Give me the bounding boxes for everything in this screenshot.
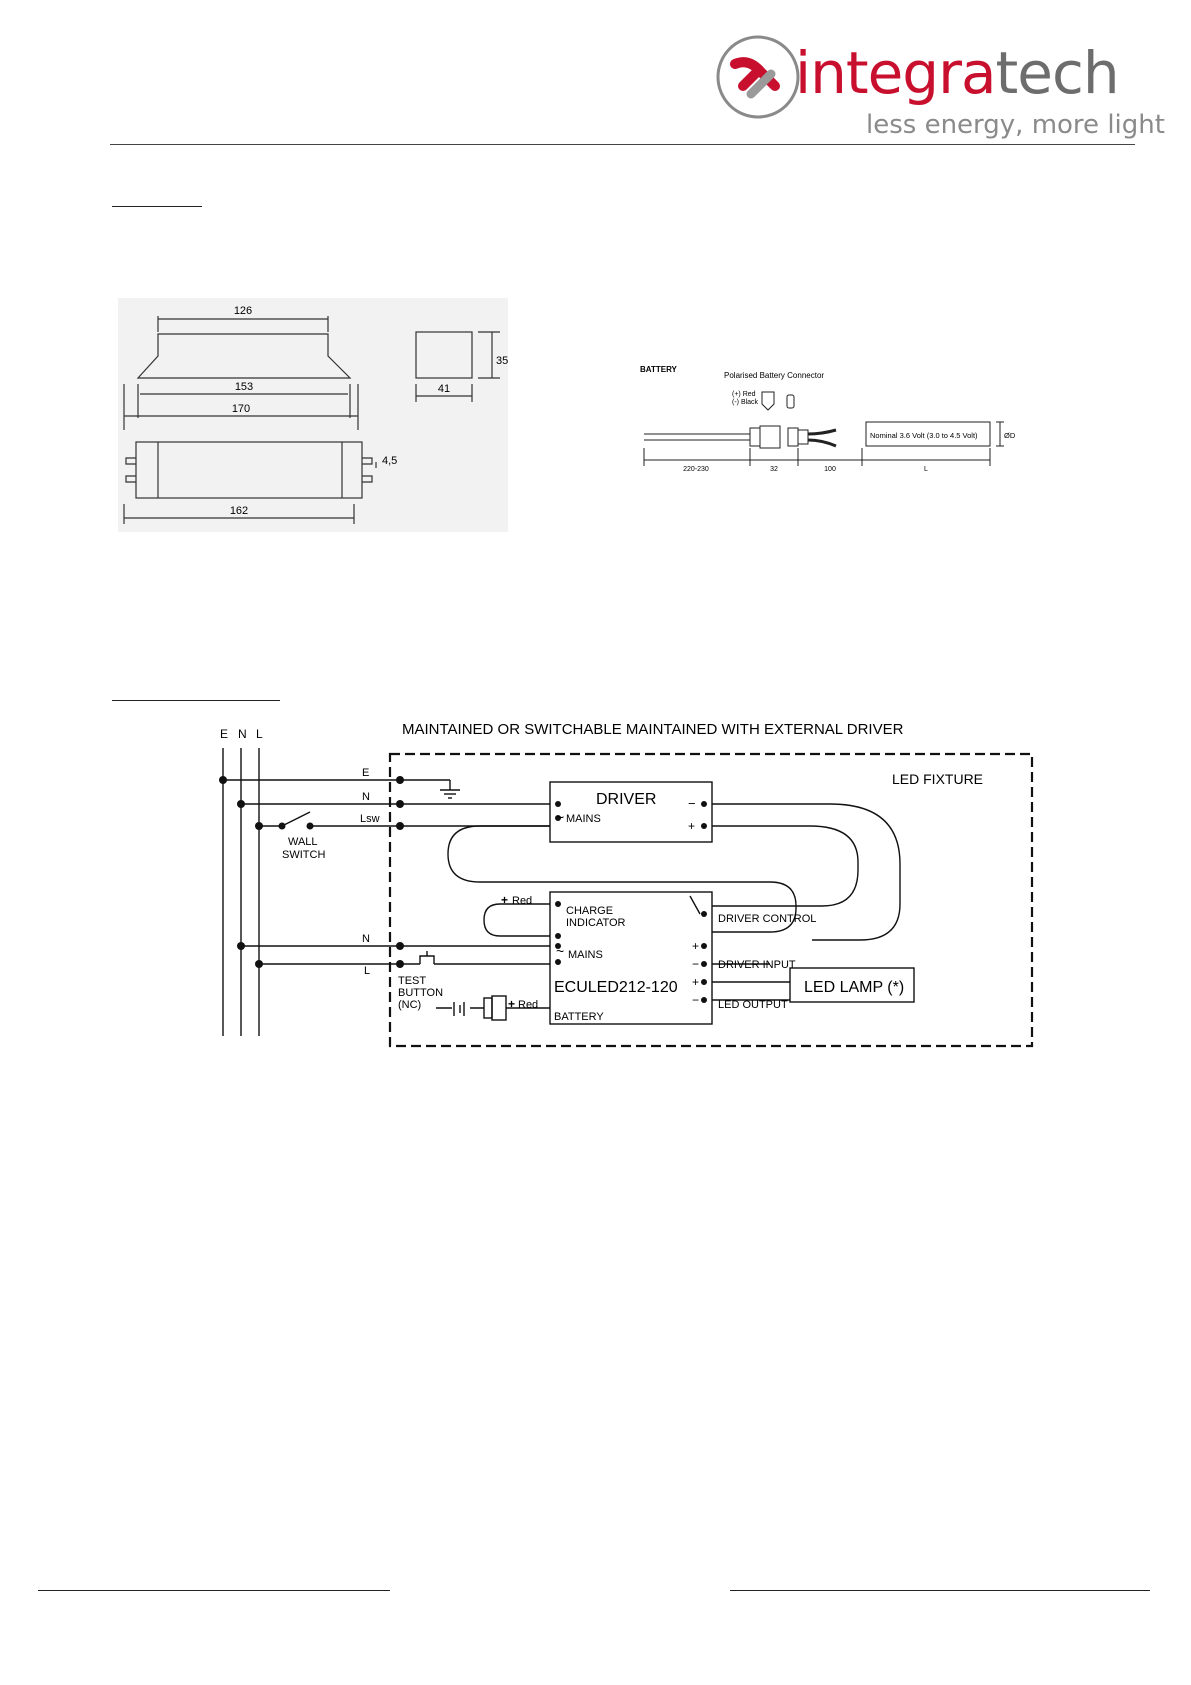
battery-drawing [640,360,1020,472]
term-e-label: E [362,767,370,779]
test-button-label-1: TEST [398,975,427,987]
brand-name [795,38,1119,108]
battery-connector-label: Polarised Battery Connector [724,371,825,380]
dim-top-width: 126 [233,305,253,317]
term-l2-label: L [364,965,371,977]
led-output-label: LED OUTPUT [718,999,788,1011]
unit-name: ECULED212-120 [554,979,678,996]
dim-depth: 41 [437,383,451,395]
driver-plus: + [688,819,696,833]
driver-title: DRIVER [596,791,657,808]
battery-pos-label: (+) Red [732,391,756,398]
input-minus: − [692,957,700,971]
battery-plus: + [508,997,516,1011]
input-plus: + [692,939,700,953]
driver-mains-label: MAINS [566,813,601,825]
battery-dim-4: L [924,466,928,472]
wiring-diagram [210,718,1040,1054]
term-n2-label: N [362,933,370,945]
wall-switch-label-1: WALL [288,836,318,848]
driver-tilde: ~ [556,809,565,825]
battery-title: BATTERY [640,365,677,374]
brand-tagline: less energy, more light [866,110,1165,140]
battery-dim-1: 220-230 [683,466,709,472]
wiring-title: MAINTAINED OR SWITCHABLE MAINTAINED WITH EXTERNAL DRIVER [402,721,904,738]
output-plus: + [692,975,700,989]
footer-rule-right [730,1590,1150,1591]
driver-control-label: DRIVER CONTROL [718,913,817,925]
dim-slot: 4,5 [382,455,398,467]
battery-dia-label: ØD [1004,431,1016,440]
term-lsw-label: Lsw [360,813,380,825]
brand-name-grey: tech [995,39,1119,107]
housing-dimension-drawing [118,298,508,532]
led-lamp-label: LED LAMP (*) [804,979,905,996]
battery-dim-3: 100 [824,466,836,472]
term-n-label: N [362,791,370,803]
charge-red-label: Red [512,895,533,907]
charge-label-1: CHARGE [566,905,614,917]
footer-rule-left [38,1590,390,1591]
supply-e-label: E [220,727,229,741]
supply-l-label: L [256,727,263,741]
integratech-logo-icon [715,34,801,120]
battery-neg-label: (-) Black [732,399,759,406]
wall-switch-label-2: SWITCH [282,849,326,861]
unit-tilde: ~ [556,943,565,959]
battery-dim-2: 32 [770,466,778,472]
dim-height: 35 [496,355,508,367]
charge-label-2: INDICATOR [566,917,626,929]
fixture-label: LED FIXTURE [892,771,984,787]
battery-red-label: Red [518,999,539,1011]
dim-mount: 162 [229,505,249,517]
section-heading-underline [112,206,202,207]
charge-plus: + [501,893,509,907]
header-rule [110,144,1135,145]
dim-overall-width: 170 [231,403,251,415]
unit-battery-label: BATTERY [554,1011,604,1023]
driver-minus: − [688,796,696,811]
supply-n-label: N [238,727,247,741]
test-button-label-2: BUTTON [398,987,444,999]
battery-cell-label: Nominal 3.6 Volt (3.0 to 4.5 Volt) [870,431,978,440]
brand-name-red: integra [795,39,996,107]
dim-inner-width: 153 [234,381,254,393]
unit-mains-label: MAINS [568,949,603,961]
test-button-label-3: (NC) [398,999,422,1011]
section-heading-underline [112,700,280,701]
driver-input-label: DRIVER INPUT [718,959,796,971]
output-minus: − [692,993,700,1007]
